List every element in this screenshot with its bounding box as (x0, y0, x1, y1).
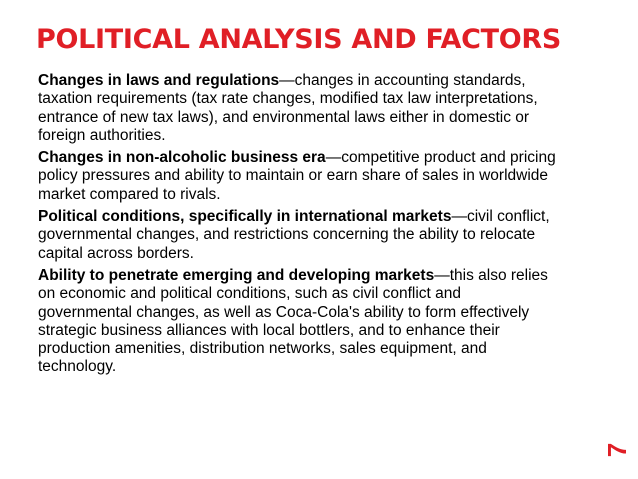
page-number (604, 430, 630, 470)
paragraph-body: —this also relies on economic and political conditions, such as civil conflict and governmental changes, as well as Coca-Cola's ability to form effectively strategic business alliances with local bottlers, and to enhance their production amenities, distribution networks, sales equipment, and technology. (38, 266, 548, 376)
page-number-text: 7 (602, 442, 632, 458)
paragraph-body: —civil conflict, governmental changes, and restrictions concerning the ability to relocate capital across borders. (38, 208, 550, 262)
paragraph-emerging-markets (38, 267, 558, 377)
paragraph-heading: Ability to penetrate emerging and developing markets (38, 266, 435, 284)
paragraph-non-alcoholic-business (38, 149, 558, 204)
paragraph-political-conditions (38, 208, 558, 263)
paragraph-laws-regulations (38, 72, 558, 145)
paragraph-heading: Changes in non-alcoholic business era (38, 149, 326, 167)
paragraph-heading: Political conditions, specifically in international markets (38, 208, 452, 226)
slide-title: POLITICAL ANALYSIS AND FACTORS (36, 24, 562, 55)
slide-content (38, 72, 558, 381)
paragraph-body: —changes in accounting standards, taxation requirements (tax rate changes, modified tax law interpretations, entrance of new tax laws), and environmental laws either in domestic or foreign authorities. (38, 72, 538, 144)
paragraph-body: —competitive product and pricing policy pressures and ability to maintain or earn share of sales in worldwide market compared to rivals. (38, 149, 556, 203)
paragraph-heading: Changes in laws and regulations (38, 72, 280, 89)
